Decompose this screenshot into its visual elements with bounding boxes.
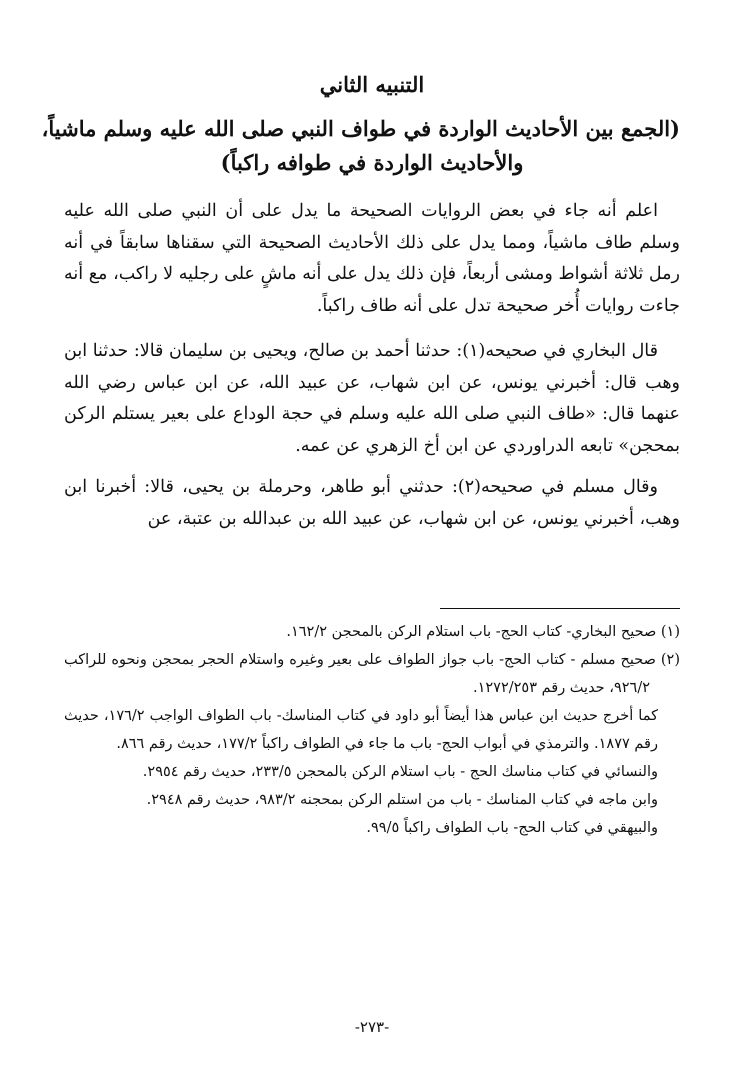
footnote-separator <box>440 608 680 609</box>
footnote-note-ibnmajah: وابن ماجه في كتاب المناسك - باب من استلم الركن بمحجنه ٩٨٣/٢، حديث رقم ٢٩٤٨. <box>146 792 658 808</box>
page-number: -٢٧٣- <box>354 1018 390 1036</box>
main-text <box>64 196 680 535</box>
footnotes <box>64 618 680 842</box>
heading-line-2: والأحاديث الواردة في طوافه راكباً) <box>220 150 524 175</box>
paragraph-intro: اعلم أنه جاء في بعض الروايات الصحيحة ما يدل على أن النبي صلى الله عليه وسلم طاف ماشياً، ومما يدل على ذلك الأحاديث الصحيحة التي سقناها سابقاً في أنه رمل ثلاثة أشواط ومشى أربعاً، فإن ذلك يدل على أنه ماشٍ على رجليه لا راكب، مع أنه جاءت روايات أُخر صحيحة تدل على أنه طاف راكباً. <box>64 201 680 316</box>
footnote-2: (٢) صحيح مسلم - كتاب الحج- باب جواز الطواف على بعير وغيره واستلام الحجر بمحجن ونحوه للراكب ٩٢٦/٢، حديث رقم ١٢٧٢/٢٥٣. <box>64 652 680 696</box>
book-page <box>41 0 680 1086</box>
footnote-note-abudawud: كما أخرج حديث ابن عباس هذا أيضاً أبو داود في كتاب المناسك- باب الطواف الواجب ١٧٦/٢، حديث رقم ١٨٧٧. والترمذي في أبواب الحج- باب ما جاء في الطواف راكباً ١٧٧/٢، حديث رقم ٨٦٦. <box>64 708 658 752</box>
paragraph-bukhari: قال البخاري في صحيحه(١): حدثنا أحمد بن صالح، ويحيى بن سليمان قالا: حدثنا ابن وهب قال: أخبرني يونس، عن ابن شهاب، عن عبيد الله، عن ابن عباس رضي الله عنهما قال: «طاف النبي صلى الله عليه وسلم في حجة الوداع على بعير يستلم الركن بمحجن» تابعه الدراوردي عن ابن أخ الزهري عن عمه. <box>64 341 680 456</box>
heading-line-1: (الجمع بين الأحاديث الواردة في طواف النبي صلى الله عليه وسلم ماشياً، <box>41 116 680 141</box>
footnote-note-bayhaqi: والبيهقي في كتاب الحج- باب الطواف راكباً ٩٩/٥. <box>366 820 658 836</box>
chapter-heading <box>41 112 680 180</box>
paragraph-muslim: وقال مسلم في صحيحه(٢): حدثني أبو طاهر، وحرملة بن يحيى، قالا: أخبرنا ابن وهب، أخبرني يونس، عن ابن شهاب، عن عبيد الله بن عبدالله بن عتبة، عن <box>64 477 680 529</box>
footnote-note-nasai: والنسائي في كتاب مناسك الحج - باب استلام الركن بالمحجن ٢٣٣/٥، حديث رقم ٢٩٥٤. <box>142 764 658 780</box>
section-title: التنبيه الثاني <box>319 72 425 97</box>
footnote-1: (١) صحيح البخاري- كتاب الحج- باب استلام الركن بالمحجن ١٦٢/٢. <box>286 624 680 640</box>
